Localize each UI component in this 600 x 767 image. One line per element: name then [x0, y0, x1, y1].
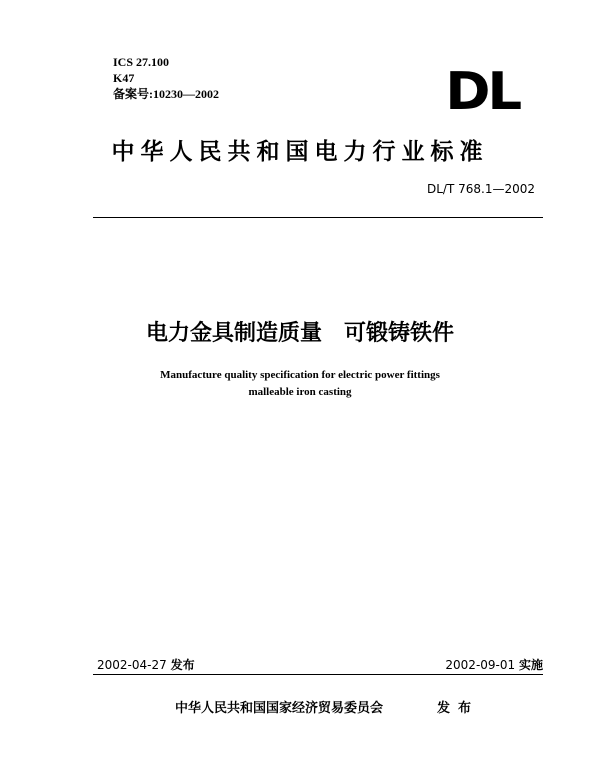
top-divider [93, 217, 543, 218]
issue-date-label: 发布 [170, 658, 195, 672]
issue-word: 发布 [437, 701, 480, 716]
document-title-en [0, 367, 600, 401]
issuing-authority: 中华人民共和国国家经济贸易委员会 [175, 701, 384, 716]
bottom-divider [93, 674, 543, 675]
title-en-line2: malleable iron casting [248, 386, 352, 398]
document-title-cn: 电力金具制造质量 可锻铸铁件 [145, 321, 454, 346]
standard-number: DL/T 768.1—2002 [426, 182, 535, 196]
implement-date-label: 实施 [518, 658, 543, 672]
title-en-line1: Manufacture quality specification for electric power fittings [160, 369, 440, 381]
record-number: 备案号:10230—2002 [113, 87, 219, 101]
classification-code: K47 [113, 71, 135, 85]
metadata-block [113, 54, 219, 102]
ics-code: ICS 27.100 [113, 55, 170, 69]
org-title: 中华人民共和国电力行业标准 [111, 139, 489, 165]
issue-date-block [97, 656, 195, 673]
implement-date: 2002-09-01 [445, 658, 516, 672]
implement-date-block [445, 656, 543, 673]
dl-logo: DL [444, 62, 519, 122]
issue-date: 2002-04-27 [97, 658, 167, 672]
